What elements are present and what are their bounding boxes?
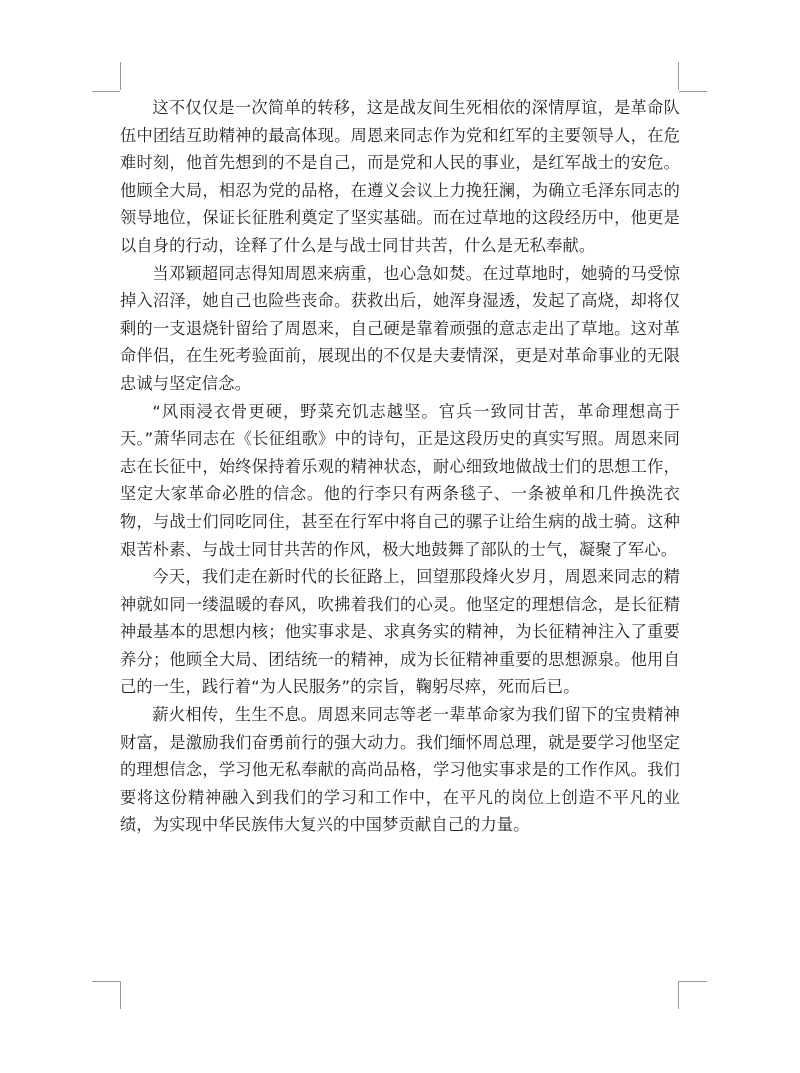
crop-mark-line bbox=[678, 62, 679, 90]
paragraph: 当邓颖超同志得知周恩来病重，也心急如焚。在过草地时，她骑的马受惊掉入沼泽，她自己也险些丧命。获救出后，她浑身湿透，发起了高烧，却将仅剩的一支退烧针留给了周恩来，自己硬是靠着顽强的意志走出了草地。这对革命伴侣，在生死考验面前，展现出的不仅是夫妻情深，更是对革命事业的无限忠诚与坚定信念。 bbox=[120, 263, 680, 393]
crop-mark-line bbox=[92, 91, 120, 92]
document-body bbox=[120, 94, 680, 839]
paragraph: 这不仅仅是一次简单的转移，这是战友间生死相依的深情厚谊，是革命队伍中团结互助精神的最高体现。周恩来同志作为党和红军的主要领导人，在危难时刻，他首先想到的不是自己，而是党和人民的事业，是红军战士的安危。他顾全大局，相忍为党的品格，在遵义会议上力挽狂澜，为确立毛泽东同志的领导地位，保证长征胜利奠定了坚实基础。而在过草地的这段经历中，他更是以自身的行动，诠释了什么是与战士同甘共苦，什么是无私奉献。 bbox=[120, 98, 680, 255]
crop-mark-line bbox=[92, 981, 120, 982]
paragraph: 薪火相传，生生不息。周恩来同志等老一辈革命家为我们留下的宝贵精神财富，是激励我们奋勇前行的强大动力。我们缅怀周总理，就是要学习他坚定的理想信念，学习他无私奉献的高尚品格，学习他实事求是的工作作风。我们要将这份精神融入到我们的学习和工作中，在平凡的岗位上创造不平凡的业绩，为实现中华民族伟大复兴的中国梦贡献自己的力量。 bbox=[120, 705, 680, 835]
crop-mark-line bbox=[120, 62, 121, 90]
crop-mark-line bbox=[120, 981, 121, 1009]
crop-mark-line bbox=[679, 91, 707, 92]
crop-mark-line bbox=[678, 981, 679, 1009]
crop-mark-line bbox=[679, 981, 707, 982]
paragraph: 今天，我们走在新时代的长征路上，回望那段烽火岁月，周恩来同志的精神就如同一缕温暖的春风，吹拂着我们的心灵。他坚定的理想信念，是长征精神最基本的思想内核；他实事求是、求真务实的精神，为长征精神注入了重要养分；他顾全大局、团结统一的精神，成为长征精神重要的思想源泉。他用自己的一生，践行着“为人民服务”的宗旨，鞠躬尽瘁，死而后已。 bbox=[120, 567, 680, 697]
paragraph: “风雨浸衣骨更硬，野菜充饥志越坚。官兵一致同甘苦，革命理想高于天。”萧华同志在《长征组歌》中的诗句，正是这段历史的真实写照。周恩来同志在长征中，始终保持着乐观的精神状态，耐心细致地做战士们的思想工作，坚定大家革命必胜的信念。他的行李只有两条毯子、一条被单和几件换洗衣物，与战士们同吃同住，甚至在行军中将自己的骡子让给生病的战士骑。这种艰苦朴素、与战士同甘共苦的作风，极大地鼓舞了部队的士气，凝聚了军心。 bbox=[120, 401, 680, 559]
